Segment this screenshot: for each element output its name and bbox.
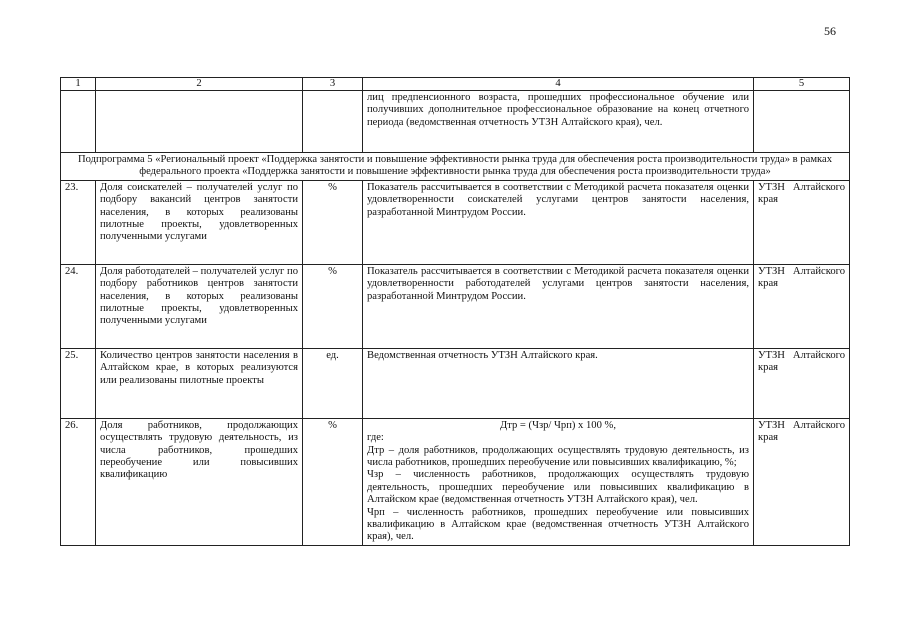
indicator-name: Доля работников, продолжающих осуществлять трудовую деятельность, из числа работников, прошедших переобучение или повысивших квалификацию xyxy=(96,418,303,545)
formula-where: где: xyxy=(367,432,384,444)
source: УТЗН Алтайского края xyxy=(754,348,850,418)
header-cell-3: 3 xyxy=(303,78,363,91)
row-number: 26. xyxy=(61,418,96,545)
page-number: 56 xyxy=(824,24,836,38)
indicators-table xyxy=(60,77,850,546)
source: УТЗН Алтайского края xyxy=(754,180,850,264)
header-cell-5: 5 xyxy=(754,78,850,91)
method: Показатель рассчитывается в соответствии с Методикой расчета показателя оценки удовлетворенности соискателей услугами центров занятости населения, разработанной Минтрудом России. xyxy=(363,180,754,264)
formula-definition: Дтр – доля работников, продолжающих осуществлять трудовую деятельность, из числа работников, прошедших переобучение или повысивших квалификацию, %; xyxy=(367,444,749,469)
table-row xyxy=(61,264,850,348)
unit: % xyxy=(303,418,363,545)
formula-definition: Чзр – численность работников, продолжающих осуществлять трудовую деятельность, прошедших переобучение или повысивших квалификацию в Алтайском крае (ведомственная отчетность УТЗН Алтайского края), чел. xyxy=(367,469,749,506)
indicator-name: Количество центров занятости населения в Алтайском крае, в которых реализуются или реализованы пилотные проекты xyxy=(96,348,303,418)
formula-definition: Чрп – численность работников, прошедших переобучение или повысивших квалификацию в Алтайском крае (ведомственная отчетность УТЗН Алтайского края), чел. xyxy=(367,506,749,543)
unit: % xyxy=(303,264,363,348)
table-row xyxy=(61,348,850,418)
indicator-name: Доля соискателей – получателей услуг по подбору вакансий центров занятости населения, в которых реализованы пилотные проекты, удовлетворенных полученными услугами xyxy=(96,180,303,264)
method: Ведомственная отчетность УТЗН Алтайского края. xyxy=(363,348,754,418)
header-cell-4: 4 xyxy=(363,78,754,91)
unit: ед. xyxy=(303,348,363,418)
source: УТЗН Алтайского края xyxy=(754,418,850,545)
row-number: 23. xyxy=(61,180,96,264)
indicator-name: Доля работодателей – получателей услуг по подбору работников центров занятости населения, в которых реализованы пилотные проекты, удовлетворенных полученными услугами xyxy=(96,264,303,348)
header-cell-1: 1 xyxy=(61,78,96,91)
subprogram-row xyxy=(61,153,850,181)
row-number: 24. xyxy=(61,264,96,348)
continuation-text: лиц предпенсионного возраста, прошедших профессиональное обучение или получивших дополнительное профессиональное образование на конец отчетного периода (ведомственная отчетность УТЗН Алтайского края), чел. xyxy=(363,91,754,153)
unit: % xyxy=(303,180,363,264)
row-number: 25. xyxy=(61,348,96,418)
table-row xyxy=(61,180,850,264)
header-row xyxy=(61,78,850,91)
header-cell-2: 2 xyxy=(96,78,303,91)
source: УТЗН Алтайского края xyxy=(754,264,850,348)
continuation-row xyxy=(61,91,850,153)
method xyxy=(363,418,754,545)
formula: Дтр = (Чзр/ Чрп) х 100 %, xyxy=(499,419,617,431)
method: Показатель рассчитывается в соответствии с Методикой расчета показателя оценки удовлетворенности работодателей услугами центров занятости населения, разработанной Минтрудом России. xyxy=(363,264,754,348)
table-row xyxy=(61,418,850,545)
subprogram-title: Подпрограмма 5 «Региональный проект «Поддержка занятости и повышение эффективности рынка труда для обеспечения роста производительности труда» в рамках федерального проекта «Поддержка занятости и повышение эффективности рынка труда для обеспечения роста производительности труда» xyxy=(61,153,850,181)
